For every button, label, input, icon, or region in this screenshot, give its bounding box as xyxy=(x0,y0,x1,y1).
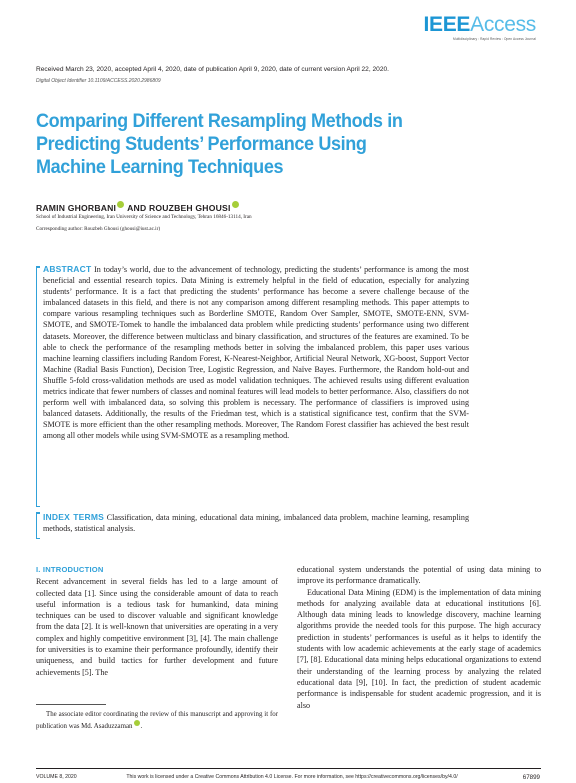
page-number: 67899 xyxy=(522,774,540,781)
introduction-heading: I. INTRODUCTION xyxy=(36,565,104,574)
publication-dates: Received March 23, 2020, accepted April 4, 2020, date of publication April 9, 2020, date of current version April 22, 2020. xyxy=(36,66,389,73)
corresponding-author: Corresponding author: Rouzbeh Ghousi (ghousi@iust.ac.ir) xyxy=(36,226,161,232)
orcid-icon[interactable] xyxy=(117,201,124,208)
orcid-icon[interactable] xyxy=(232,201,239,208)
index-terms-bracket xyxy=(36,512,40,539)
footnote: The associate editor coordinating the review of this manuscript and approving it for publication was Md. Asaduzzaman . xyxy=(36,711,278,730)
paper-title: Comparing Different Resampling Methods in Predicting Students’ Performance Using Machine Learning Techniques xyxy=(36,110,403,178)
footer-divider xyxy=(36,768,541,769)
author-line xyxy=(36,201,242,213)
abstract-heading: ABSTRACT xyxy=(43,264,92,274)
logo-ieee: IEEE xyxy=(423,13,471,36)
body-paragraph: Educational Data Mining (EDM) is the implementation of data mining methods for analyzing available data at educational institutions [6]. Although data mining leads to knowledge discovery, machine learning algorithms provide the needed tools for this purpose. The high accuracy prediction in students’ performances is useful as it helps to identify the students with low academic achievements at the early stage of academics [7], [8]. Educational data mining helps educational organizations to extend their understanding of the learning process by analyzing the related educational data [9], [10]. In fact, the prediction of student academic performance is indispensable for student academic progression, and it is also xyxy=(297,587,541,710)
abstract-text: In today’s world, due to the advancement of technology, predicting the students’ performance is among the most beneficial and essential research topics. Data Mining is extremely helpful in the field of education, especially for analyzing students’ performance. It is a fact that predicting the students’ performance has become a severe challenge because of the imbalanced datasets in this field, and there is not any comparison among different resampling methods. This paper attempts to compare various resampling techniques such as Borderline SMOTE, Random Over Sampler, SMOTE, SMOTE-ENN, SVM-SMOTE, and SMOTE-Tomek to handle the imbalanced data problem while predicting students’ performance using two different datasets. Moreover, the difference between multiclass and binary classification, and structures of the features are examined. To be able to check the performance of the resampling methods better in solving the imbalanced problem, this paper uses various machine learning classifiers including Random Forest, K-Nearest-Neighbor, Artificial Neural Network, XG-boost, Support Vector Machine (Radial Basis Function), Decision Tree, Logistic Regression, and Naïve Bayes. Furthermore, the Random hold-out and Shuffle 5-fold cross-validation methods are used as model validation techniques. The achieved results using different evaluation metrics indicate that fewer numbers of classes and nominal features will lead models to better performance. Also, classifiers do not perform well with imbalanced data, so solving this problem is necessary. The performance of classifiers is improved using balanced datasets. Additionally, the results of the Friedman test, which is a statistical significance test, confirm that the SVM-SMOTE is more efficient than the other resampling methods. Moreover, The Random Forest classifier has achieved the best result among all other models while using SVM-SMOTE as a resampling method. xyxy=(43,265,469,441)
journal-logo xyxy=(423,14,536,41)
body-column-left xyxy=(36,564,278,678)
volume-label: VOLUME 8, 2020 xyxy=(36,774,77,780)
author-1: RAMIN GHORBANI xyxy=(36,203,117,213)
index-terms-heading: INDEX TERMS xyxy=(43,512,104,522)
author-2: AND ROUZBEH GHOUSI xyxy=(127,203,231,213)
orcid-icon[interactable] xyxy=(134,720,140,726)
license-notice[interactable]: This work is licensed under a Creative Commons Attribution 4.0 License. For more information, see https://creativecommons.org/licenses/by/4.0/ xyxy=(126,774,458,780)
body-column-right xyxy=(297,564,541,711)
abstract-bracket xyxy=(36,266,40,507)
body-paragraph: Recent advancement in several fields has led to a large amount of collected data [1]. Since using the considerable amount of data to reach useful information is a tedious task for humankind, data mining techniques can be used to discover valuable and significant knowledge from the data [2]. It is well-known that universities are operating in a very complex and highly competitive environment [3], [4]. The main challenge for universities is to examine their performance profoundly, identify their uniqueness, and build tactics for further development and future achievements [5]. The xyxy=(36,577,278,677)
affiliation: School of Industrial Engineering, Iran University of Science and Technology, Tehran 16846-13114, Iran xyxy=(36,214,252,220)
logo-access: Access xyxy=(470,13,536,36)
body-paragraph: educational system understands the potential of using data mining to improve its performance dramatically. xyxy=(297,565,541,586)
index-terms xyxy=(43,512,469,534)
index-terms-text: Classification, data mining, educational data mining, imbalanced data problem, machine learning, resampling methods, statistical analysis. xyxy=(43,513,469,534)
logo-tagline: Multidisciplinary : Rapid Review : Open Access Journal xyxy=(453,37,536,41)
abstract xyxy=(43,264,469,442)
footnote-divider xyxy=(36,704,106,705)
doi: Digital Object Identifier 10.1109/ACCESS.2020.2986809 xyxy=(36,78,161,84)
footnote-text: The associate editor coordinating the review of this manuscript and approving it for publication was Md. Asaduzzaman xyxy=(36,711,278,730)
